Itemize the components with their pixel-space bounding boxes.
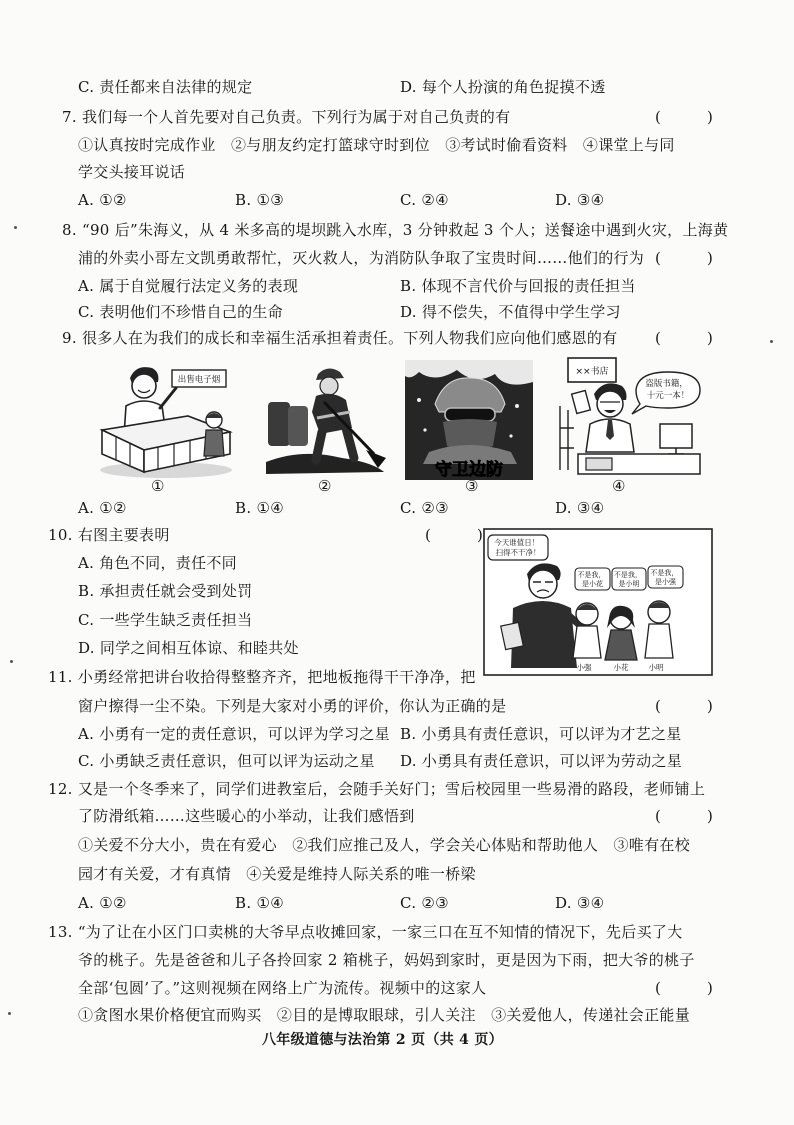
sign-text: 出售电子烟 [177,375,221,385]
q9-option-c: C. ②③ [400,499,449,517]
kid-3-name-label: 小明 [648,663,664,672]
q11-option-c: C. 小勇缺乏责任意识，但可以评为运动之星 [78,752,375,770]
child-body [204,430,224,456]
store-sign-text: ××书店 [575,367,609,377]
q12-stem-line-1: 12. 又是一个冬季来了，同学们进教室后，会随手关好门；雪后校园里一些易滑的路段，老师铺上 [48,780,706,798]
q10-answer-bracket: ( ) [425,526,484,544]
q8-option-a: A. 属于自觉履行法定义务的表现 [78,277,299,295]
q9-option-d: D. ③④ [555,499,605,517]
kid-3-speech-line-1: 不是我， [650,569,679,577]
q7-items-line-1: ①认真按时完成作业 ②与朋友约定打篮球守时到位 ③考试时偷看资料 ④课堂上与同 [78,136,675,154]
q11-stem-line-1: 11. 小勇经常把讲台收拾得整整齐齐，把地板拖得干干净净，把 [48,668,476,686]
kid-3-speech-line-2: 是小强 [655,578,676,586]
q9-answer-bracket: ( ) [655,329,714,347]
q9-picture-2-label: ② [318,477,332,495]
q10-stem: 10. 右图主要表明 [48,526,170,544]
seller-arm [160,388,176,408]
teacher-speech-line-2: 扫得不干净！ [495,548,541,557]
q7-items-line-2: 学交头接耳说话 [78,163,186,181]
q9-picture-1-label: ① [151,477,165,495]
held-book [572,391,591,414]
q9-stem: 9. 很多人在为我们的成长和幸福生活承担着责任。下列人物我们应向他们感恩的有 [62,329,618,347]
monitor-stand [668,448,684,454]
speech-line-2: 十元一本！ [646,391,690,401]
kid-1-body [573,626,601,658]
scan-speck [10,660,13,663]
q8-stem-line-1: 8. “90 后”朱海义，从 4 米多高的堤坝跳入水库，3 分钟救起 3 个人；送餐途中遇到火灾，上海黄 [62,221,729,239]
kid-2-name-label: 小花 [613,663,629,672]
q9-picture-3-label: ③ [465,477,479,495]
q9-option-a: A. ①② [78,499,127,517]
scan-speck [8,1012,11,1015]
q7-option-a: A. ①② [78,191,127,209]
q7-option-b: B. ①③ [235,191,284,209]
q10-option-d: D. 同学之间相互体谅、和睦共处 [78,639,299,657]
q7-option-d: D. ③④ [555,191,605,209]
kid-3-body [645,624,673,658]
bookshelf [560,406,574,470]
q7-answer-bracket: ( ) [655,108,714,126]
scan-speck [14,226,17,229]
trash-bin-1 [268,402,290,446]
q8-option-b: B. 体现不言代价与回报的责任担当 [400,277,636,295]
q7-option-c: C. ②④ [400,191,449,209]
q10-cartoon [483,528,713,676]
q12-option-d: D. ③④ [555,894,605,912]
q8-option-c: C. 表明他们不珍惜自己的生命 [78,303,283,321]
q12-option-c: C. ②③ [400,894,449,912]
snowflake [417,398,421,402]
worker-head [320,377,338,395]
q12-items-line-1: ①关爱不分大小，贵在有爱心 ②我们应推己及人，学会关心体贴和帮助他人 ③唯有在校 [78,836,691,854]
q12-answer-bracket: ( ) [655,807,714,825]
kid-2-body [605,630,637,660]
q13-answer-bracket: ( ) [655,979,714,997]
q9-option-b: B. ①④ [235,499,284,517]
q7-stem: 7. 我们每一个人首先要对自己负责。下列行为属于对自己负责的有 [62,108,511,126]
page-footer: 八年级道德与法治第 2 页（共 4 页） [262,1032,503,1048]
scan-speck [770,340,773,343]
snowflake [509,434,512,437]
q13-items-line-1: ①贪图水果价格便宜而购买 ②目的是博取眼球，引人关注 ③关爱他人，传递社会正能量 [78,1006,691,1024]
q12-items-line-2: 园才有关爱，才有真情 ④关爱是维持人际关系的唯一桥梁 [78,865,476,883]
q12-option-a: A. ①② [78,894,127,912]
kid-1-name-label: 小强 [576,663,592,672]
trash-bin-2 [288,406,308,446]
q11-answer-bracket: ( ) [655,697,714,715]
q11-option-a: A. 小勇有一定的责任意识，可以评为学习之星 [78,725,390,743]
teacher-speech-line-1: 今天谁值日！ [494,538,540,547]
seller-head [597,391,623,417]
q9-picture-1-e-cigarette-seller [96,358,238,480]
q8-option-d: D. 得不偿失，不值得中学生学习 [400,303,621,321]
q12-stem-line-2: 了防滑纸箱……这些暖心的小举动，让我们感悟到 [78,807,415,825]
q10-option-c: C. 一些学生缺乏责任担当 [78,611,253,629]
ground-patch [266,454,384,474]
q11-stem-line-2: 窗户擦得一尘不染。下列是大家对小勇的评价，你认为正确的是 [78,697,507,715]
snowflake [515,404,519,408]
q13-stem-line-3: 全部‘包圆’了。”这则视频在网络上广为流传。视频中的这家人 [78,979,487,997]
q11-option-d: D. 小勇具有责任意识，可以评为劳动之星 [400,752,683,770]
kid-1-speech-line-1: 不是我， [577,571,606,579]
q6-option-d: D. 每个人扮演的角色捉摸不透 [400,78,606,96]
q8-stem-line-2: 浦的外卖小哥左文凯勇敢帮忙，灭火救人，为消防队争取了宝贵时间……他们的行为 [78,249,645,267]
cash-register [586,458,612,470]
kid-2-speech-line-1: 不是我， [613,571,642,579]
q6-option-c: C. 责任都来自法律的规定 [78,78,253,96]
q13-stem-line-1: 13. “为了让在小区门口卖桃的大爷早点收摊回家，一家三口在互不知情的情况下，先后买了大 [48,923,683,941]
q10-option-b: B. 承担责任就会受到处罚 [78,582,253,600]
q9-picture-3-border-guard [405,360,533,480]
photo-caption: 守卫边防 [435,460,503,480]
q9-picture-2-street-sweeper [262,362,387,478]
q13-stem-line-2: 爷的桃子。先是爸爸和儿子各拎回家 2 箱桃子，妈妈到家时，更是因为下雨，把大爷的桃子 [78,951,695,969]
q9-picture-4-bookstore-seller [556,350,704,480]
q8-answer-bracket: ( ) [655,249,714,267]
q12-option-b: B. ①④ [235,894,284,912]
q11-option-b: B. 小勇具有责任意识，可以评为才艺之星 [400,725,682,743]
seller-head [132,374,156,398]
computer-monitor [660,424,692,448]
speech-line-1: 盗版书籍， [645,379,688,389]
snowflake [423,428,426,431]
q9-picture-4-label: ④ [612,477,626,495]
q10-option-a: A. 角色不同，责任不同 [78,554,237,572]
kid-1-speech-line-2: 是小花 [582,580,603,588]
teacher-head [529,570,557,598]
kid-2-speech-line-2: 是小明 [618,580,640,588]
